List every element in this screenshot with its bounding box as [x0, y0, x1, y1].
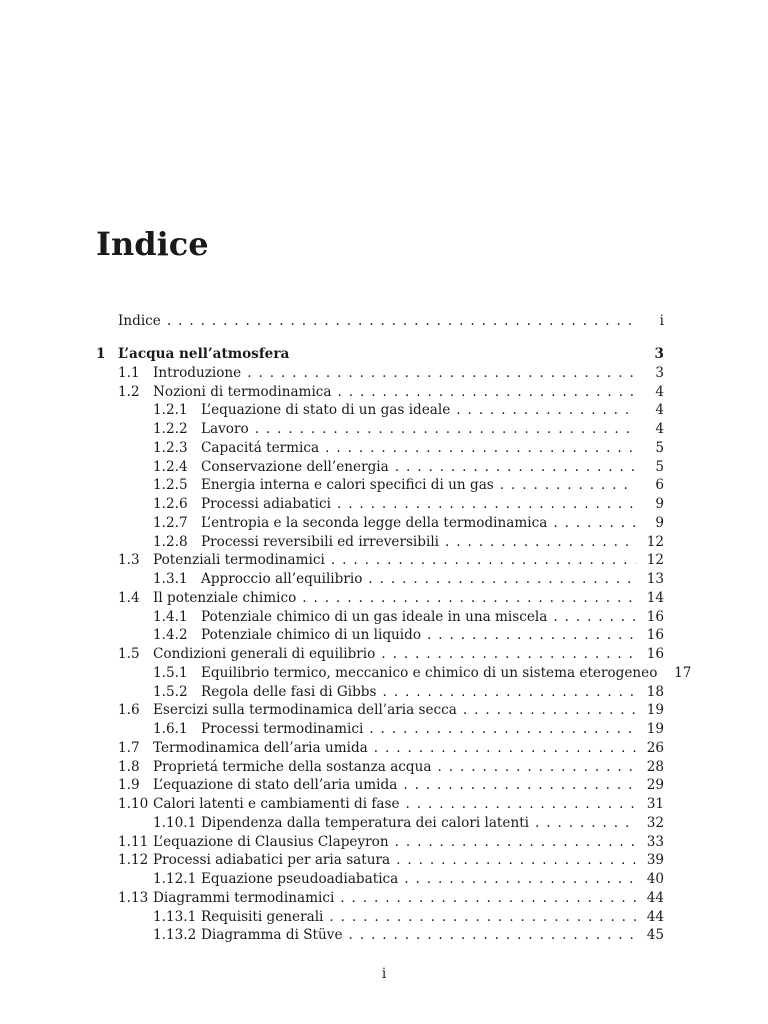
toc-entry-title: Processi termodinamici: [201, 721, 364, 737]
toc-entry-number: 1.4.2: [153, 627, 188, 644]
toc-entry-number: 1.5.1: [153, 664, 188, 681]
toc-entry-title: Processi reversibili ed irreversibili: [201, 533, 440, 550]
toc-entry-number: 1.2: [118, 383, 140, 400]
toc-entry[interactable]: [153, 870, 664, 889]
toc-entry[interactable]: [153, 401, 664, 420]
toc-leader-dots: [427, 626, 636, 645]
page-number: i: [381, 966, 387, 982]
toc-entry-page: 13: [646, 571, 664, 587]
toc-leader-dots: [340, 889, 636, 908]
toc-leader-dots: [553, 514, 636, 533]
toc-entry-title: L’equazione di stato dell’aria umida: [153, 777, 398, 794]
toc-entry-title: Esercizi sulla termodinamica dell’aria secca: [153, 702, 457, 719]
toc-entry[interactable]: [118, 589, 664, 608]
toc-entry-title: Potenziali termodinamici: [153, 552, 325, 569]
toc-leader-dots: [437, 758, 636, 777]
toc-entry-number: 1.13.1: [153, 908, 197, 925]
toc-entry-page: 3: [655, 364, 664, 381]
toc-entry-number: 1.1: [118, 364, 140, 381]
toc-entry[interactable]: [118, 851, 664, 870]
toc-entry-page: 33: [646, 833, 664, 850]
toc-entry-page: 9: [655, 514, 664, 531]
toc-entry[interactable]: [118, 645, 664, 664]
toc-entry-title: Calori latenti e cambiamenti di fase: [153, 796, 400, 812]
toc-entry-number: 1.2.4: [153, 458, 188, 475]
toc-entry-title: Diagrammi termodinamici: [153, 889, 335, 906]
toc-entry-title: L’equazione di stato di un gas ideale: [201, 402, 451, 419]
toc-entry[interactable]: [118, 551, 664, 570]
toc-entry[interactable]: [118, 795, 664, 814]
toc-entry[interactable]: [153, 420, 664, 439]
toc-entry-number: 1.12.1: [153, 871, 197, 887]
toc-leader-dots: [369, 720, 636, 739]
toc-leader-dots: [167, 312, 636, 331]
toc-entry-page: 44: [646, 908, 664, 925]
toc-entry-page: 45: [646, 927, 664, 944]
toc-leader-dots: [445, 533, 636, 552]
toc-entry-page: 4: [655, 383, 664, 400]
toc-entry[interactable]: [153, 570, 664, 589]
toc-entry-number: 1.2.1: [153, 402, 188, 419]
toc-leader-dots: [329, 908, 636, 927]
toc-entry-page: 32: [646, 814, 664, 831]
toc-entry-page: 40: [646, 871, 664, 887]
toc-entry-number: 1.13: [118, 889, 149, 906]
toc-entry-page: 31: [646, 796, 664, 812]
toc-entry[interactable]: [153, 495, 664, 514]
toc-entry[interactable]: [118, 889, 664, 908]
toc-entry-title: Introduzione: [153, 364, 242, 381]
toc-leader-dots: [403, 776, 636, 795]
toc-entry-title: Regola delle fasi di Gibbs: [201, 683, 377, 700]
toc-entry-number: 1.6: [118, 702, 140, 719]
toc-entry-title: Processi adiabatici: [201, 496, 331, 512]
toc-leader-dots: [404, 870, 636, 889]
toc-entry-page: 9: [655, 496, 664, 512]
toc-entry-page: 16: [646, 608, 664, 625]
toc-entry-title: L’acqua nell’atmosfera: [118, 346, 290, 362]
toc-entry-number: 1.3.1: [153, 571, 188, 587]
toc-entry-page: 14: [646, 589, 664, 606]
toc-leader-dots: [302, 589, 636, 608]
toc-entry-page: i: [659, 313, 664, 329]
toc-entry[interactable]: [118, 833, 664, 852]
toc-entry-title: Indice: [118, 313, 161, 329]
toc-leader-dots: [247, 364, 636, 383]
toc-entry-page: 16: [646, 646, 664, 662]
toc-entry[interactable]: [118, 776, 664, 795]
toc-entry-title: Dipendenza dalla temperatura dei calori latenti: [201, 814, 530, 831]
toc-entry-title: Capacitá termica: [201, 439, 320, 456]
toc-entry-number: 1.2.6: [153, 496, 188, 512]
toc-entry-number: 1.8: [118, 758, 140, 775]
toc-entry[interactable]: [153, 458, 664, 477]
toc-leader-dots: [381, 645, 636, 664]
toc-entry-title: Proprietá termiche della sostanza acqua: [153, 758, 432, 775]
toc-entry-page: 5: [655, 439, 664, 456]
toc-leader-dots: [456, 401, 636, 420]
toc-entry-title: Potenziale chimico di un liquido: [201, 627, 422, 644]
toc-entry[interactable]: [118, 312, 664, 331]
toc-entry-number: 1.2.2: [153, 421, 188, 437]
toc-entry-number: 1.13.2: [153, 927, 197, 944]
toc-entry-title: Nozioni di termodinamica: [153, 383, 332, 400]
toc-entry-page: 3: [654, 346, 664, 362]
toc-entry-page: 4: [655, 421, 664, 437]
toc-entry-page: 16: [646, 627, 664, 644]
toc-entry-number: 1.7: [118, 739, 140, 756]
toc-entry-number: 1.9: [118, 777, 140, 794]
toc-entry[interactable]: [153, 476, 664, 495]
toc-entry[interactable]: [153, 439, 664, 458]
toc-entry-page: 19: [646, 721, 664, 737]
toc-entry[interactable]: [153, 814, 664, 833]
toc-entry-page: 17: [674, 664, 692, 681]
toc-entry-title: Approccio all’equilibrio: [201, 571, 363, 587]
toc-entry-number: 1.4: [118, 589, 140, 606]
toc-entry-title: Equazione pseudoadiabatica: [201, 871, 399, 887]
toc-leader-dots: [349, 926, 637, 945]
toc-entry-title: Processi adiabatici per aria satura: [153, 852, 391, 869]
toc-entry-title: Potenziale chimico di un gas ideale in una miscela: [201, 608, 548, 625]
toc-leader-dots: [396, 851, 636, 870]
toc-leader-dots: [500, 476, 636, 495]
toc-entry-title: Condizioni generali di equilibrio: [153, 646, 376, 662]
toc-entry-number: 1.11: [118, 833, 149, 850]
toc-entry-number: 1.10: [118, 796, 149, 812]
toc-entry[interactable]: [153, 626, 664, 645]
toc-entry[interactable]: [118, 383, 664, 402]
toc-entry-page: 18: [646, 683, 664, 700]
toc-entry-page: 5: [655, 458, 664, 475]
toc-leader-dots: [331, 551, 636, 570]
toc-entry-number: 1.2.3: [153, 439, 188, 456]
toc-entry-title: Requisiti generali: [201, 908, 324, 925]
toc-leader-dots: [374, 739, 636, 758]
toc-entry-number: 1: [96, 346, 106, 362]
toc-leader-dots: [553, 608, 636, 627]
toc-entry[interactable]: [118, 701, 664, 720]
toc-entry-number: 1.5.2: [153, 683, 188, 700]
toc-leader-dots: [337, 495, 636, 514]
toc-leader-dots: [535, 814, 636, 833]
toc-entry-number: 1.5: [118, 646, 140, 662]
toc-leader-dots: [255, 420, 636, 439]
toc-entry[interactable]: [118, 739, 664, 758]
toc-entry[interactable]: [153, 908, 664, 927]
toc-leader-dots: [406, 795, 636, 814]
toc-entry-page: 12: [646, 552, 664, 569]
toc-entry[interactable]: [153, 720, 664, 739]
toc-entry-title: L’entropia e la seconda legge della termodinamica: [201, 514, 548, 531]
toc-entry-page: 44: [646, 889, 664, 906]
toc-leader-dots: [395, 833, 636, 852]
toc-entry[interactable]: [118, 758, 664, 777]
toc-leader-dots: [395, 458, 636, 477]
toc-leader-dots: [463, 701, 636, 720]
toc-entry-page: 19: [646, 702, 664, 719]
toc-entry[interactable]: [153, 683, 664, 702]
toc-leader-dots: [338, 383, 636, 402]
toc-entry-page: 6: [655, 477, 664, 494]
toc-entry-title: Lavoro: [201, 421, 249, 437]
toc-entry-page: 4: [655, 402, 664, 419]
toc-leader-dots: [382, 683, 636, 702]
toc-entry-title: L’equazione di Clausius Clapeyron: [153, 833, 389, 850]
toc-entry[interactable]: [153, 664, 692, 683]
toc-entry-title: Il potenziale chimico: [153, 589, 297, 606]
toc-entry[interactable]: [153, 608, 664, 627]
toc-entry-number: 1.3: [118, 552, 140, 569]
toc-entry-number: 1.2.5: [153, 477, 188, 494]
toc-entry-title: Equilibrio termico, meccanico e chimico di un sistema eterogeneo: [201, 664, 658, 681]
toc-entry-page: 39: [646, 852, 664, 869]
toc-entry-page: 26: [646, 739, 664, 756]
page-title: Indice: [96, 225, 209, 263]
toc-entry[interactable]: [153, 514, 664, 533]
toc-leader-dots: [325, 439, 636, 458]
toc-entry-page: 28: [646, 758, 664, 775]
toc-entry-number: 1.6.1: [153, 721, 188, 737]
toc-entry-title: Energia interna e calori specifici di un gas: [201, 477, 494, 494]
toc-entry-number: 1.2.7: [153, 514, 188, 531]
toc-entry-title: Termodinamica dell’aria umida: [153, 739, 368, 756]
toc-entry-number: 1.2.8: [153, 533, 188, 550]
toc-entry-title: Diagramma di Stüve: [201, 927, 343, 944]
toc-entry[interactable]: [153, 926, 664, 945]
toc-entry-page: 29: [646, 777, 664, 794]
toc-entry-number: 1.10.1: [153, 814, 197, 831]
toc-chapter-entry[interactable]: [96, 345, 664, 364]
toc-entry-page: 12: [646, 533, 664, 550]
toc-entry[interactable]: [153, 533, 664, 552]
toc-entry[interactable]: [118, 364, 664, 383]
toc-entry-number: 1.12: [118, 852, 149, 869]
toc-entry-number: 1.4.1: [153, 608, 188, 625]
toc-entry-title: Conservazione dell’energia: [201, 458, 389, 475]
toc-leader-dots: [368, 570, 636, 589]
